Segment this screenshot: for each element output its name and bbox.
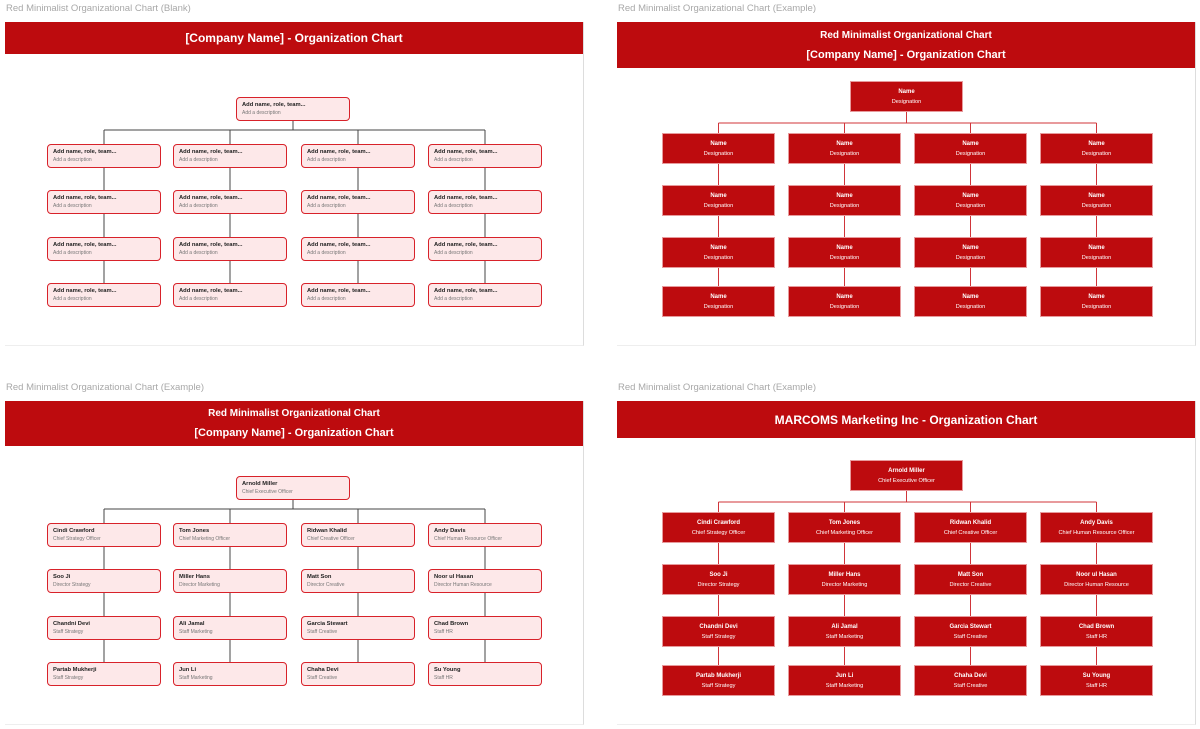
chart-header-title: Red Minimalist Organizational Chart xyxy=(820,29,992,41)
org-node[interactable] xyxy=(1040,133,1153,164)
org-node[interactable] xyxy=(914,616,1027,647)
node-description: Designation xyxy=(829,151,860,157)
org-node[interactable] xyxy=(428,237,542,261)
node-description: Staff HR xyxy=(1085,683,1108,689)
org-node[interactable] xyxy=(173,662,287,686)
org-node[interactable] xyxy=(428,144,542,168)
node-name: Ali Jamal xyxy=(831,624,858,630)
node-description: Add a description xyxy=(307,250,346,256)
node-description: Chief Human Resource Officer xyxy=(434,536,502,542)
org-node[interactable] xyxy=(428,523,542,547)
chart-header-title: MARCOMS Marketing Inc - Organization Chart xyxy=(774,412,1038,427)
node-name: Add name, role, team... xyxy=(179,242,243,248)
node-name: Name xyxy=(836,193,853,199)
org-node[interactable] xyxy=(173,616,287,640)
node-name: Soo Ji xyxy=(53,574,71,580)
org-node[interactable] xyxy=(788,133,901,164)
node-name: Miller Hans xyxy=(828,572,861,578)
node-name: Add name, role, team... xyxy=(53,195,117,201)
chart-header-title: [Company Name] - Organization Chart xyxy=(806,48,1006,61)
node-description: Staff Marketing xyxy=(825,634,864,640)
org-node[interactable] xyxy=(788,616,901,647)
org-node[interactable] xyxy=(428,283,542,307)
node-description: Add a description xyxy=(179,296,218,302)
node-description: Add a description xyxy=(179,157,218,163)
node-description: Designation xyxy=(703,304,734,310)
node-description: Add a description xyxy=(307,157,346,163)
node-description: Staff Creative xyxy=(953,683,988,689)
node-name: Add name, role, team... xyxy=(179,149,243,155)
org-chart-preview[interactable] xyxy=(617,22,1196,346)
org-node[interactable] xyxy=(788,237,901,268)
org-node[interactable] xyxy=(914,665,1027,696)
org-node[interactable] xyxy=(1040,237,1153,268)
root-node[interactable] xyxy=(236,476,350,500)
org-node[interactable] xyxy=(47,190,161,214)
org-node[interactable] xyxy=(1040,185,1153,216)
node-name: Add name, role, team... xyxy=(179,288,243,294)
org-node[interactable] xyxy=(662,185,775,216)
node-description: Designation xyxy=(1081,304,1112,310)
org-node[interactable] xyxy=(173,569,287,593)
org-chart-preview[interactable] xyxy=(617,401,1196,725)
node-name: Add name, role, team... xyxy=(307,195,371,201)
node-name: Garcia Stewart xyxy=(307,621,348,627)
node-name: Noor ul Hasan xyxy=(1076,572,1117,578)
root-node[interactable] xyxy=(850,460,963,491)
org-node[interactable] xyxy=(301,662,415,686)
node-description: Designation xyxy=(955,304,986,310)
node-description: Chief Marketing Officer xyxy=(815,530,874,536)
node-description: Staff HR xyxy=(1085,634,1108,640)
node-description: Add a description xyxy=(53,203,92,209)
node-name: Name xyxy=(710,193,727,199)
org-node[interactable] xyxy=(914,237,1027,268)
template-card[interactable] xyxy=(0,379,600,729)
org-node[interactable] xyxy=(914,564,1027,595)
node-name: Chad Brown xyxy=(434,621,469,627)
org-node[interactable] xyxy=(173,190,287,214)
org-node[interactable] xyxy=(428,569,542,593)
node-name: Name xyxy=(710,294,727,300)
node-description: Chief Marketing Officer xyxy=(179,536,231,542)
node-description: Director Creative xyxy=(949,582,992,588)
org-node[interactable] xyxy=(788,665,901,696)
org-node[interactable] xyxy=(47,616,161,640)
node-description: Staff Creative xyxy=(307,675,338,681)
node-description: Director Human Resource xyxy=(1064,582,1129,588)
node-name: Name xyxy=(1088,294,1105,300)
org-node[interactable] xyxy=(173,144,287,168)
node-name: Jun Li xyxy=(179,667,197,673)
node-description: Director Strategy xyxy=(697,582,740,588)
node-name: Add name, role, team... xyxy=(434,149,498,155)
node-name: Name xyxy=(836,294,853,300)
node-name: Add name, role, team... xyxy=(307,242,371,248)
node-description: Director Creative xyxy=(307,582,345,588)
node-description: Chief Creative Officer xyxy=(307,536,355,542)
org-node[interactable] xyxy=(1040,512,1153,543)
node-name: Jun Li xyxy=(835,673,854,679)
node-description: Designation xyxy=(1081,151,1112,157)
org-node[interactable] xyxy=(662,564,775,595)
org-node[interactable] xyxy=(1040,564,1153,595)
node-description: Designation xyxy=(955,203,986,209)
node-name: Chaha Devi xyxy=(307,667,339,673)
template-card[interactable] xyxy=(612,379,1200,729)
node-name: Add name, role, team... xyxy=(53,242,117,248)
node-name: Arnold Miller xyxy=(888,468,925,474)
node-description: Add a description xyxy=(307,296,346,302)
node-name: Add name, role, team... xyxy=(434,195,498,201)
template-title[interactable]: Red Minimalist Organizational Chart (Blank) xyxy=(6,3,191,14)
node-description: Chief Strategy Officer xyxy=(691,530,746,536)
org-node[interactable] xyxy=(428,190,542,214)
node-description: Staff Strategy xyxy=(53,675,84,681)
org-node[interactable] xyxy=(173,283,287,307)
node-name: Matt Son xyxy=(957,572,984,578)
node-name: Ridwan Khalid xyxy=(307,528,347,534)
org-node[interactable] xyxy=(301,616,415,640)
node-name: Andy Davis xyxy=(434,528,466,534)
node-description: Staff HR xyxy=(434,675,453,681)
node-name: Add name, role, team... xyxy=(434,242,498,248)
node-description: Add a description xyxy=(434,250,473,256)
node-description: Add a description xyxy=(53,157,92,163)
org-node[interactable] xyxy=(47,283,161,307)
node-description: Add a description xyxy=(434,296,473,302)
node-name: Su Young xyxy=(1082,673,1111,679)
org-node[interactable] xyxy=(301,523,415,547)
node-name: Andy Davis xyxy=(1080,520,1113,526)
node-name: Chaha Devi xyxy=(954,673,987,679)
template-title[interactable]: Red Minimalist Organizational Chart (Example) xyxy=(618,382,816,393)
node-description: Staff Strategy xyxy=(53,629,84,635)
org-node[interactable] xyxy=(662,286,775,317)
org-chart-preview[interactable] xyxy=(5,401,584,725)
node-description: Designation xyxy=(955,255,986,261)
node-name: Add name, role, team... xyxy=(434,288,498,294)
org-node[interactable] xyxy=(914,286,1027,317)
node-description: Add a description xyxy=(307,203,346,209)
node-name: Add name, role, team... xyxy=(53,288,117,294)
node-description: Designation xyxy=(1081,255,1112,261)
node-name: Add name, role, team... xyxy=(242,102,306,108)
org-node[interactable] xyxy=(1040,665,1153,696)
org-node[interactable] xyxy=(1040,286,1153,317)
node-name: Name xyxy=(836,141,853,147)
node-description: Designation xyxy=(703,255,734,261)
node-name: Su Young xyxy=(434,667,461,673)
node-description: Chief Strategy Officer xyxy=(53,536,101,542)
node-name: Chad Brown xyxy=(1078,624,1115,630)
node-name: Name xyxy=(1088,245,1105,251)
node-name: Garcia Stewart xyxy=(949,624,992,630)
node-description: Add a description xyxy=(179,203,218,209)
node-description: Add a description xyxy=(434,203,473,209)
org-node[interactable] xyxy=(914,512,1027,543)
node-name: Ali Jamal xyxy=(179,621,205,627)
node-description: Designation xyxy=(1081,203,1112,209)
node-description: Designation xyxy=(829,304,860,310)
org-node[interactable] xyxy=(788,564,901,595)
node-description: Designation xyxy=(829,203,860,209)
node-description: Staff Marketing xyxy=(179,675,213,681)
org-node[interactable] xyxy=(47,662,161,686)
node-name: Partab Mukherji xyxy=(53,667,97,673)
node-description: Staff Marketing xyxy=(825,683,864,689)
node-description: Staff Marketing xyxy=(179,629,213,635)
node-name: Name xyxy=(962,294,979,300)
node-name: Partab Mukherji xyxy=(695,673,741,679)
node-description: Chief Creative Officer xyxy=(943,530,998,536)
org-node[interactable] xyxy=(173,523,287,547)
node-description: Add a description xyxy=(53,296,92,302)
node-name: Name xyxy=(1088,141,1105,147)
template-card[interactable] xyxy=(612,0,1200,350)
node-name: Name xyxy=(962,245,979,251)
org-node[interactable] xyxy=(788,286,901,317)
org-node[interactable] xyxy=(47,523,161,547)
node-name: Name xyxy=(836,245,853,251)
template-title[interactable]: Red Minimalist Organizational Chart (Example) xyxy=(6,382,204,393)
chart-header-title: Red Minimalist Organizational Chart xyxy=(208,408,380,419)
node-name: Name xyxy=(962,141,979,147)
org-node[interactable] xyxy=(47,569,161,593)
root-node[interactable] xyxy=(236,97,350,121)
node-name: Soo Ji xyxy=(709,572,728,578)
node-name: Name xyxy=(1088,193,1105,199)
org-node[interactable] xyxy=(301,569,415,593)
org-node[interactable] xyxy=(788,512,901,543)
node-name: Tom Jones xyxy=(828,520,861,526)
node-name: Ridwan Khalid xyxy=(949,520,992,526)
node-name: Add name, role, team... xyxy=(307,149,371,155)
root-node[interactable] xyxy=(850,81,963,112)
org-node[interactable] xyxy=(914,133,1027,164)
node-description: Designation xyxy=(703,203,734,209)
node-description: Director Human Resource xyxy=(434,582,492,588)
node-name: Add name, role, team... xyxy=(307,288,371,294)
org-node[interactable] xyxy=(1040,616,1153,647)
template-title[interactable]: Red Minimalist Organizational Chart (Example) xyxy=(618,3,816,14)
node-description: Add a description xyxy=(434,157,473,163)
node-description: Director Marketing xyxy=(179,582,220,588)
node-description: Chief Executive Officer xyxy=(878,478,935,484)
org-node[interactable] xyxy=(914,185,1027,216)
org-node[interactable] xyxy=(301,190,415,214)
org-node[interactable] xyxy=(788,185,901,216)
org-node[interactable] xyxy=(47,237,161,261)
node-name: Chandni Devi xyxy=(699,624,738,630)
node-name: Name xyxy=(898,89,915,95)
node-description: Staff Creative xyxy=(307,629,338,635)
node-description: Designation xyxy=(703,151,734,157)
org-node[interactable] xyxy=(662,237,775,268)
node-name: Miller Hans xyxy=(179,574,210,580)
node-name: Cindi Crawford xyxy=(53,528,95,534)
org-node[interactable] xyxy=(173,237,287,261)
chart-header-title: [Company Name] - Organization Chart xyxy=(185,31,403,45)
node-name: Chandni Devi xyxy=(53,621,91,627)
node-description: Designation xyxy=(955,151,986,157)
node-name: Cindi Crawford xyxy=(697,520,740,526)
template-card[interactable] xyxy=(0,0,600,350)
org-node[interactable] xyxy=(301,144,415,168)
org-node[interactable] xyxy=(47,144,161,168)
node-description: Designation xyxy=(891,99,922,105)
node-description: Chief Executive Officer xyxy=(242,489,293,495)
node-description: Add a description xyxy=(179,250,218,256)
org-node[interactable] xyxy=(301,237,415,261)
node-name: Name xyxy=(710,141,727,147)
node-description: Staff Strategy xyxy=(701,634,736,640)
org-node[interactable] xyxy=(662,133,775,164)
node-name: Name xyxy=(962,193,979,199)
node-name: Name xyxy=(710,245,727,251)
node-description: Designation xyxy=(829,255,860,261)
node-name: Matt Son xyxy=(307,574,332,580)
node-description: Staff Creative xyxy=(953,634,988,640)
node-description: Staff Strategy xyxy=(701,683,736,689)
node-description: Director Marketing xyxy=(821,582,868,588)
org-node[interactable] xyxy=(428,616,542,640)
node-name: Add name, role, team... xyxy=(53,149,117,155)
node-name: Tom Jones xyxy=(179,528,210,534)
org-chart-preview[interactable] xyxy=(5,22,584,346)
org-node[interactable] xyxy=(428,662,542,686)
node-description: Director Strategy xyxy=(53,582,91,588)
org-node[interactable] xyxy=(662,665,775,696)
node-description: Staff HR xyxy=(434,629,453,635)
node-description: Chief Human Resource Officer xyxy=(1058,530,1135,536)
org-node[interactable] xyxy=(662,512,775,543)
org-node[interactable] xyxy=(301,283,415,307)
chart-header-title: [Company Name] - Organization Chart xyxy=(194,427,394,439)
org-node[interactable] xyxy=(662,616,775,647)
node-description: Add a description xyxy=(242,110,281,116)
node-name: Add name, role, team... xyxy=(179,195,243,201)
node-name: Arnold Miller xyxy=(242,481,278,487)
node-description: Add a description xyxy=(53,250,92,256)
node-name: Noor ul Hasan xyxy=(434,574,474,580)
